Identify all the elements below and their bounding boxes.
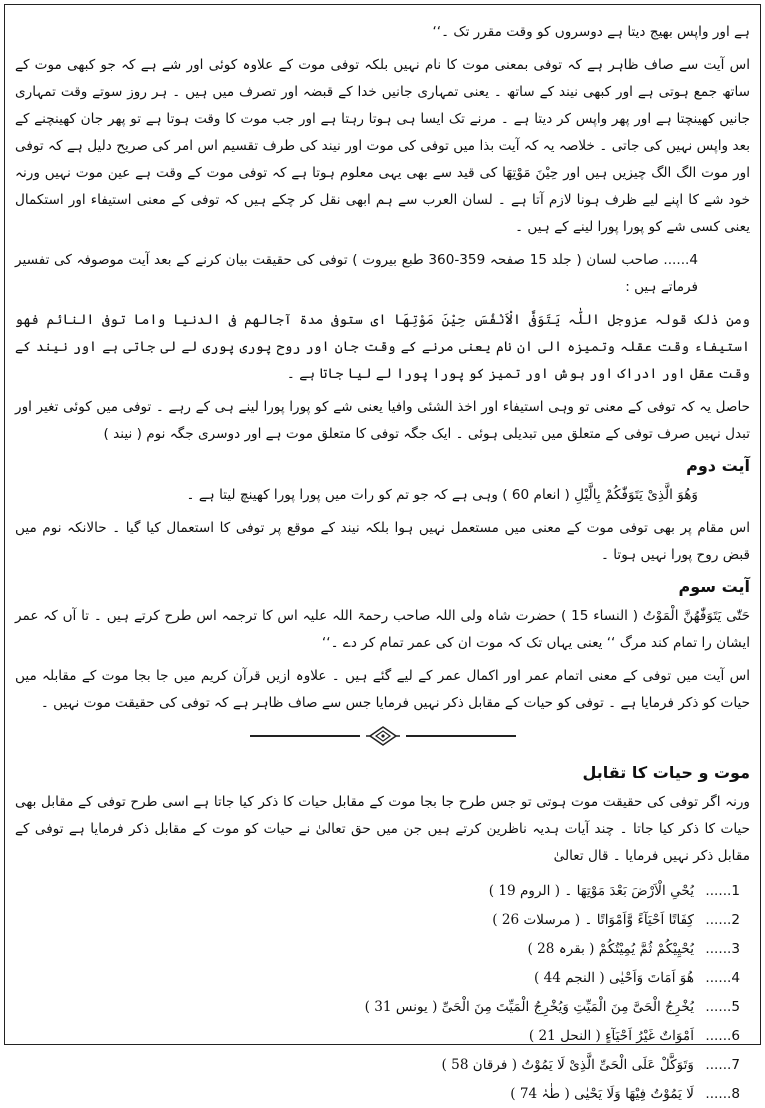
paragraph-conclusion: حاصل یہ کہ توفی کے معنی تو وہی استیفاء اور اخذ الشئی وافیا یعنی شے کو پورا پورا لینے ہی کے رہے ۔ توفی میں کوئی تغیر اور تبدل نہیں صرف توفی کے متعلق میں تبدیلی ہوئی ۔ ایک جگہ توفی کا متعلق موت ہے اور دوسری جگہ نوم ( نیند ) <box>15 399 750 442</box>
paragraph-text: ورنہ اگر توفی کی حقیقت موت ہوتی تو جس طرح جا بجا موت کے مقابل حیات کا ذکر کیا جاتا ہے اسی طرح توفی کے مقابل بھی حیات کا ذکر کیا جاتا ۔ چند آیات ہدیہ ناظرین کرتے ہیں جن میں حق تعالیٰ نے حیات کو موت کے مقابل ذکر فرمایا ہے توفی کے مقابل ذکر نہیں فرمایا ۔ قال تعالیٰ <box>15 794 750 864</box>
paragraph-closing-quote: ہے اور واپس بھیج دیتا ہے دوسروں کو وقت مقرر تک ۔‘‘ <box>432 24 750 40</box>
list-item <box>15 1050 750 1079</box>
ornament-icon <box>366 725 400 747</box>
item-number: 8...... <box>705 1085 740 1102</box>
verse-line: حَتّٰی یَتَوَفّٰھُنَّ الْمَوْتُ ( النساء 15 ) حضرت شاہ ولی اللہ صاحب رحمۃ اللہ علیہ اس کا ترجمہ اس طرح کرتے ہیں ۔ تا آں کہ عمر ایشان را تمام کند مرگ ‘‘ یعنی یہاں تک کہ موت ان کی عمر تمام کر دے ۔‘‘ <box>15 608 750 651</box>
verse-list <box>15 876 750 1108</box>
divider-rule-right <box>406 735 516 737</box>
paragraph-lisan-reference: 4...... صاحب لسان ( جلد 15 صفحہ 359-360 طبع بیروت ) توفی کی حقیقت بیان کرنے کے بعد آیت موصوفہ کی تفسیر فرماتے ہیں : <box>15 252 698 295</box>
list-item <box>15 934 750 963</box>
item-number: 4...... <box>705 969 740 986</box>
item-number: 7...... <box>705 1056 740 1073</box>
section-heading-maut-o-hayat: موت و حیات کا تقابل <box>582 763 750 782</box>
item-verse: کِفَاتًا اَحْیَآءً وَّاَمْوَاتًا ۔ ( مرسلات 26 ) <box>492 911 694 928</box>
item-number: 1...... <box>705 882 740 899</box>
ornamental-divider <box>15 723 750 749</box>
verse-line: وَھُوَ الَّذِیْ یَتَوَفّٰکُمْ بِالَّیْلِ ( انعام 60 ) وہی ہے کہ جو تم کو رات میں پورا پورا کھینچ لیتا ہے ۔ <box>186 487 698 503</box>
paragraph-text: اس آیت میں توفی کے معنی اتمام عمر اور اکمال عمر کے لیے گئے ہیں ۔ علاوہ ازیں قرآن کریم میں جا بجا موت کے مقابلہ میں حیات کو ذکر فرمایا ہے ۔ توفی کو حیات کے مقابل ذکر نہیں فرمایا جس سے صاف ظاہر ہے کہ توفی کی حقیقت موت نہیں ۔ <box>15 668 750 711</box>
list-item <box>15 905 750 934</box>
item-verse: وَتَوَکَّلْ عَلَی الْحَیِّ الَّذِیْ لَا یَمُوْتُ ( فرقان 58 ) <box>441 1056 694 1073</box>
list-item <box>15 992 750 1021</box>
divider-rule-left <box>250 735 360 737</box>
item-number: 6...... <box>705 1027 740 1044</box>
item-verse: یُحْیِیْکُمْ ثُمَّ یُمِیْتُکُمْ ( بقرہ 28 ) <box>527 940 694 957</box>
paragraph-text: اس مقام پر بھی توفی موت کے معنی میں مستعمل نہیں ہوا بلکہ نیند کے موقع پر توفی کا استعمال کیا گیا ۔ حالانکہ نوم میں قبض روح پورا نہیں ہوتا ۔ <box>15 520 750 563</box>
item-verse: یُحْیِ الْاَرْضَ بَعْدَ مَوْتِھَا ۔ ( الروم 19 ) <box>488 882 694 899</box>
section-heading-ayat-som: آیت سوم <box>678 577 750 596</box>
item-verse: ھُوَ اَمَاتَ وَاَحْیٰی ( النجم 44 ) <box>533 969 694 986</box>
item-verse: یُخْرِجُ الْحَیَّ مِنَ الْمَیِّتِ وَیُخْرِجُ الْمَیِّتَ مِنَ الْحَیِّ ( یونس 31 ) <box>364 998 694 1015</box>
paragraph-arabic-quote: ومن ذلک قولہ عزوجل اللّٰہ یَتَوَفَّی الْاَنْفُسَ حِیْنَ مَوْتِھَا ای ستوفی مدۃ آجالھم فی الدنیا واما توفی النائم فھو استیفاء وقت عقلہ وتمیزہ الی ان نام یعنی مرنے کے وقت جان اور روح پوری پوری لے لی جاتی ہے اور نیند کے وقت عقل اور ادراک اور ہوش اور تمیز کو پورا پورا لے لیا جاتا ہے ۔ <box>15 312 750 382</box>
list-item <box>15 876 750 905</box>
list-item <box>15 1079 750 1108</box>
list-item <box>15 963 750 992</box>
document-body <box>5 5 760 1108</box>
document-page <box>4 4 761 1102</box>
paragraph-explanation: اس آیت سے صاف ظاہر ہے کہ توفی بمعنی موت کا نام نہیں بلکہ توفی موت کے علاوہ کوئی اور شے ہے کہ جو کبھی موت کے ساتھ جمع ہوتی ہے اور کبھی نیند کے ساتھ ۔ یعنی تمہاری جانیں خدا کے قبضہ اور تصرف میں ہیں ۔ ہر روز سوتے وقت تمہاری جانیں کھینچتا ہے اور پھر واپس کر دیتا ہے ۔ مرنے تک ایسا ہی ہوتا رہتا ہے اور جب موت کا وقت ہوتا ہے تو پھر جان کھینچنے کے بعد واپس نہیں کی جاتی ۔ خلاصہ یہ کہ آیت بذا میں توفی کی موت اور نیند کی طرف تقسیم اس امر کی صریح دلیل ہے کہ توفی اور موت الگ الگ چیزیں ہیں اور حِیْنَ مَوْتِھَا کی قید سے بھی یہی معلوم ہوتا ہے کہ توفی موت کے وقت ہے عین موت نہیں ورنہ خود شے کا اپنے لیے ظرف ہونا لازم آتا ہے ۔ لسان العرب سے ہم ابھی نقل کر چکے ہیں کہ توفی کے معنی استیفاء اور استکمال یعنی کسی شے کو پورا پورا لینے کے ہیں ۔ <box>15 57 750 235</box>
list-item <box>15 1021 750 1050</box>
item-number: 5...... <box>705 998 740 1015</box>
item-number: 3...... <box>705 940 740 957</box>
section-heading-ayat-dom: آیت دوم <box>686 456 750 475</box>
item-verse: اَمْوَاتٌ غَیْرُ اَحْیَآءٍ ( النحل 21 ) <box>528 1027 694 1044</box>
item-number: 2...... <box>705 911 740 928</box>
item-verse: لَا یَمُوْتُ فِیْھَا وَلَا یَحْیٰی ( طٰہٰ 74 ) <box>510 1085 694 1102</box>
